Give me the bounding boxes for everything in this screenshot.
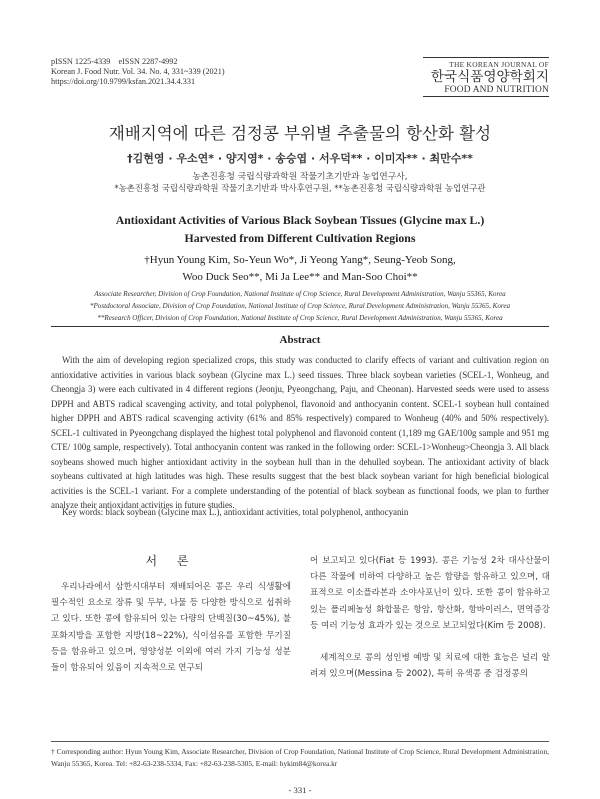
english-authors-line1: †Hyun Young Kim, So-Yeun Wo*, Ji Yeong Yang*, Seung-Yeob Song, xyxy=(144,254,456,266)
journal-name-line1: THE KOREAN JOURNAL OF xyxy=(449,60,549,69)
english-title xyxy=(0,211,600,247)
journal-top-rule xyxy=(423,57,549,58)
english-title-line2: Harvested from Different Cultivation Regions xyxy=(184,231,416,245)
english-title-line1: Antioxidant Activities of Various Black Soybean Tissues (Glycine max L.) xyxy=(115,213,485,227)
english-affiliation-2: *Postdoctoral Associate, Division of Crop Foundation, National Institute of Crop Science, Rural Development Administration, Wanju 55365, Korea xyxy=(89,302,511,310)
korean-affiliation-1: 농촌진흥청 국립식량과학원 작물기초기반과 농업연구사, xyxy=(192,172,408,182)
english-affiliation-3: **Research Officer, Division of Crop Foundation, National Institute of Crop Science, Rural Development Administration, Wanju 55365, Korea xyxy=(97,314,503,322)
korean-title: 재배지역에 따른 검정콩 부위별 추출물의 항산화 활성 xyxy=(108,124,492,143)
journal-name-korean: 한국식품영양학회지 xyxy=(430,69,549,85)
abstract-text: With the aim of developing region specialized crops, this study was conducted to clarify effects of variant and cultivation region on antioxidative activities in various black soybean (Glycine max L.) seed tissues. Three black soybean varieties (SCEL-1, Wonheug, and Cheongja 3) were each cultivated in 4 different regions (Jeonju, Pyeongchang, Paju, and Cheonan). Harvested seeds were used to assess DPPH and ABTS radical scavenging activity, and total polyphenol, flavonoid and anthocyanin content. SCEL-1 soybean hull contained higher DPPH and ABTS radical scavenging activity (61% and 85% respectively) compared to Wonheug (40% and 50% respectively). SCEL-1 cultivated in Pyeongchang displayed the highest total polyphenol and flavonoid content (1,189 mg GAE/100g sample and 951 mg CTE/ 100g sample, respectively). Total anthocyanin content was ranked in the following order: SCEL-1>Wonheug>Cheongja 3. All black soybeans showed much higher antioxidant activity in the soybean hull than in the dehulled soybean. The antioxidant activity of black soybeans cultivated at high latitudes was high. These results suggest that the best black soybean variant for high beneficial biological activities is the SCEL-1 variant. For a complete understanding of the potential of black soybean as functional foods, we plan to further analyze their antioxidant activities in future studies. xyxy=(51,355,549,510)
english-authors-line2: Woo Duck Seo**, Mi Ja Lee** and Man-Soo Choi** xyxy=(182,271,418,283)
page-number: - 331 - xyxy=(288,785,312,795)
abstract-heading: Abstract xyxy=(279,334,321,346)
corresponding-author-footnote: † Corresponding author: Hyun Young Kim, Associate Researcher, Division of Crop Foundation, National Institute of Crop Science, Rural Development Administration, Wanju 55365, Korea. Tel: +82-63-238-5334, Fax: +82-63-238-5305, E-mail: hykim84@korea.kr xyxy=(51,747,549,768)
journal-name-line3: FOOD AND NUTRITION xyxy=(423,85,549,97)
intro-left-column: 우리나라에서 삼한시대부터 재배되어온 콩은 우리 식생활에 필수적인 요소로 장류 및 두부, 나물 등 다양한 방식으로 섭취하고 있다. 또한 콩에 함유되어 있는 다량의 단백질(30~45%), 불포화지방을 포함한 지방(18~22%), 식이섬유를 포함한 무기질 등을 함유하고 있으며, 영양성분 이외에 여러 가지 기능성 성분들이 함유되어 있음이 지속적으로 연구되 xyxy=(51,582,291,674)
citation-block xyxy=(51,57,225,88)
korean-authors: †김현영 · 우소연* · 양지영* · 송승엽 · 서우덕** · 이미자** · 최만수** xyxy=(127,152,473,165)
footnote-rule xyxy=(51,741,549,742)
journal-logo xyxy=(423,57,549,97)
english-authors xyxy=(0,252,600,286)
intro-right-paragraph-1: 어 보고되고 있다(Fiat 등 1993). 콩은 기능성 2차 대사산물이 다른 작물에 비하여 다양하고 높은 함량을 함유하고 있으며, 대표적으로 이소플라본과 소야사포닌이 있다. 또한 콩이 함유하고 있는 폴리페놀성 화합물은 항암, 항산화, 항바이러스, 면역증강 등 여러 기능성 효과가 있는 것으로 보고되었다(Kim 등 2008). xyxy=(310,556,550,631)
keywords: Key words: black soybean (Glycine max L.), antioxidant activities, total polyphenol, anthocyanin xyxy=(62,507,409,517)
section-title-introduction: 서 론 xyxy=(145,554,197,568)
english-affiliation-1: Associate Researcher, Division of Crop Foundation, National Institute of Crop Science, Rural Development Administration, Wanju 55365, Korea xyxy=(94,290,506,298)
citation-line: Korean J. Food Nutr. Vol. 34. No. 4, 331~339 (2021) xyxy=(51,67,225,77)
korean-affiliation-2: *농촌진흥청 국립식량과학원 작물기초기반과 박사후연구원, **농촌진흥청 국립식량과학원 농업연구관 xyxy=(114,183,486,193)
intro-right-paragraph-2: 세계적으로 콩의 성인병 예방 및 치료에 대한 효능은 널리 알려져 있으며(Messina 등 2002), 특히 유색콩 중 검정콩의 xyxy=(310,653,550,680)
doi-link[interactable]: https://doi.org/10.9799/ksfan.2021.34.4.331 xyxy=(51,77,196,87)
abstract-top-rule xyxy=(51,326,549,327)
issn-line: pISSN 1225-4339 eISSN 2287-4992 xyxy=(51,57,178,66)
